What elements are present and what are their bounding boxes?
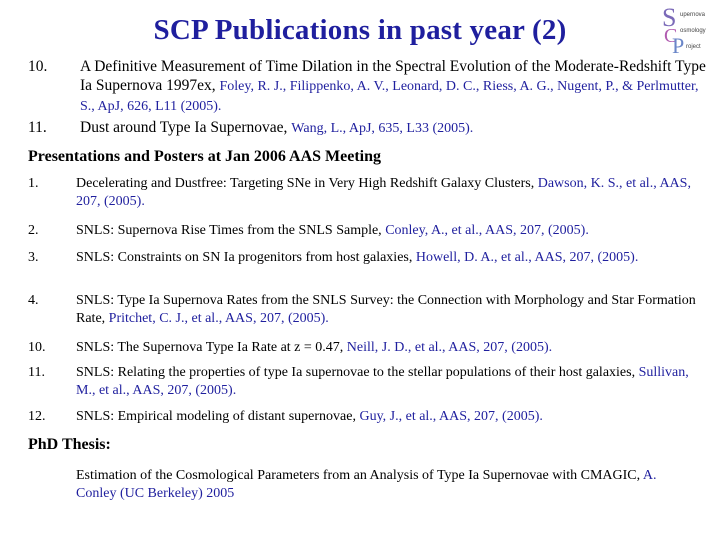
presentation-title: SNLS: Type Ia Supernova Rates from the SNLS Survey: the Connection with Morphology and Star Formation Rate, <box>76 293 696 326</box>
presentation-venue: AAS, 207, (2005). <box>132 383 237 398</box>
presentation-authors: Guy, J., et al., <box>359 409 437 424</box>
item-number: 10. <box>28 58 48 75</box>
item-number: 12. <box>28 409 46 424</box>
thesis-title: Estimation of the Cosmological Parameters from an Analysis of Type Ia Supernovae with CMAGIC, <box>76 468 641 483</box>
presentation-venue: AAS, 207, (2005). <box>224 311 329 326</box>
presentation-authors: Dawson, K. S., et al., <box>537 176 657 191</box>
publication-authors: Wang, L., ApJ, 635, L33 (2005). <box>291 121 474 136</box>
presentation-item <box>28 364 698 400</box>
presentation-authors: Neill, J. D., et al., <box>346 340 446 355</box>
publication-item <box>28 118 708 138</box>
presentation-venue: AAS, 207, (2005). <box>534 250 639 265</box>
presentation-title: SNLS: Empirical modeling of distant supernovae, <box>76 409 356 424</box>
item-number: 3. <box>28 250 39 265</box>
presentation-title: Decelerating and Dustfree: Targeting SNe in Very High Redshift Galaxy Clusters, <box>76 176 535 191</box>
presentation-title: SNLS: The Supernova Type Ia Rate at z = 0.47, <box>76 340 344 355</box>
presentation-venue: AAS, 207, (2005). <box>448 340 553 355</box>
logo-letter-s: S <box>662 4 677 32</box>
presentation-venue: AAS, 207, (2005). <box>76 176 691 209</box>
presentation-authors: Howell, D. A., et al., <box>415 250 532 265</box>
publication-authors: Foley, R. J., Filippenko, A. V., Leonard, D. C., Riess, A. G., Nugent, P., & Perlmutter, S., ApJ, 626, L11 (2005). <box>80 79 699 114</box>
logo-word-3: roject <box>686 44 701 50</box>
publication-item <box>28 57 708 116</box>
presentation-authors: Conley, A., et al., <box>385 223 483 238</box>
presentation-title: SNLS: Supernova Rise Times from the SNLS Sample, <box>76 223 382 238</box>
presentation-item <box>28 339 698 357</box>
presentations-heading: Presentations and Posters at Jan 2006 AAS Meeting <box>28 148 382 165</box>
thesis-heading: PhD Thesis: <box>28 436 111 453</box>
logo-word-2: osmology <box>680 28 706 34</box>
presentation-item <box>28 292 698 328</box>
slide-title: SCP Publications in past year (2) <box>153 14 567 46</box>
logo-letter-c: C <box>664 25 678 47</box>
item-number: 10. <box>28 340 46 355</box>
logo-letter-p: P <box>672 33 685 54</box>
presentation-item <box>28 408 698 426</box>
item-number: 2. <box>28 223 39 238</box>
presentation-venue: AAS, 207, (2005). <box>485 223 589 238</box>
presentation-item <box>28 249 698 267</box>
scp-logo <box>660 4 716 54</box>
presentation-title: SNLS: Constraints on SN Ia progenitors from host galaxies, <box>76 250 413 265</box>
presentation-title: SNLS: Relating the properties of type Ia supernovae to the stellar populations of their host galaxies, <box>76 365 636 380</box>
item-number: 11. <box>28 119 47 136</box>
item-number: 11. <box>28 365 45 380</box>
presentation-authors: Pritchet, C. J., et al., <box>108 311 223 326</box>
presentation-venue: AAS, 207, (2005). <box>439 409 543 424</box>
presentation-item <box>28 175 698 211</box>
thesis-author: A. Conley (UC Berkeley) 2005 <box>76 468 657 501</box>
logo-word-1: upernova <box>680 12 706 18</box>
presentation-item <box>28 222 698 240</box>
publication-title: A Definitive Measurement of Time Dilation in the Spectral Evolution of the Moderate-Redshift Type Ia Supernova 1997ex, <box>80 58 706 94</box>
item-number: 1. <box>28 176 39 191</box>
thesis-entry <box>76 467 676 503</box>
presentation-authors: Sullivan, M., et al., <box>76 365 689 398</box>
item-number: 4. <box>28 293 39 308</box>
publication-title: Dust around Type Ia Supernovae, <box>80 119 288 136</box>
